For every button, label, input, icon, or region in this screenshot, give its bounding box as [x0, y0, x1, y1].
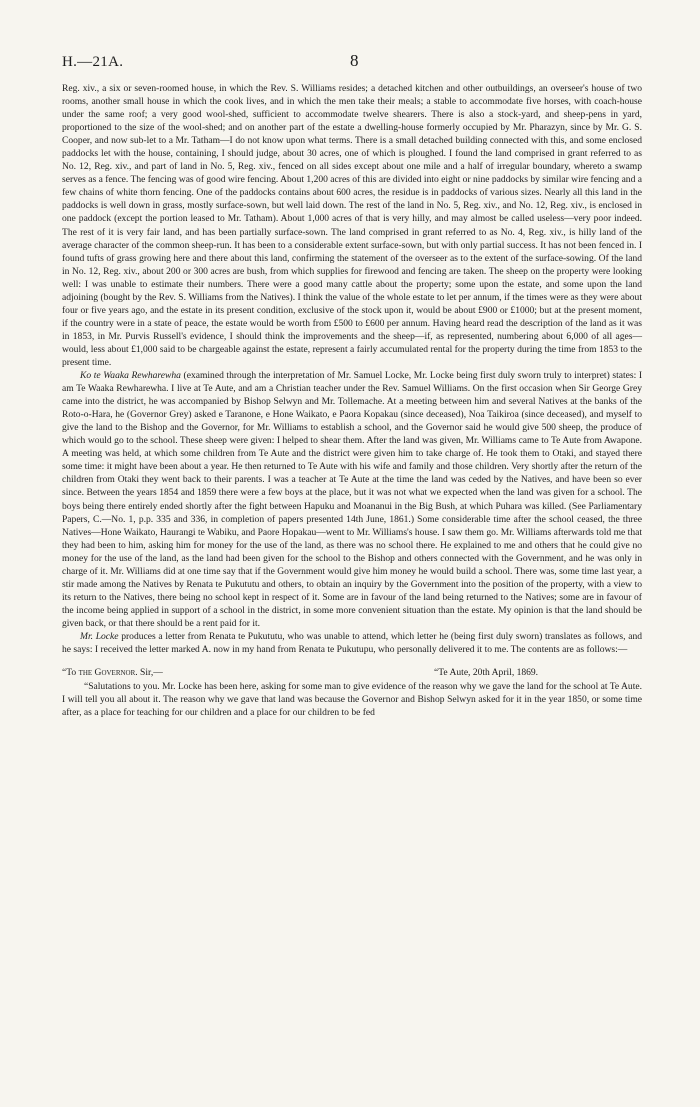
translator-statement: produces a letter from Renata te Pukututu, who was unable to attend, which letter he (being first duly sworn) translates as follows, and he says: I received the letter marked A. now in my hand from Renata te Pukutupu, who personally delivered it to me. The contents are as follows:— [62, 630, 642, 656]
letter-place-date: “Te Aute, 20th April, 1869. [434, 667, 539, 679]
evidence-paragraph-translator [62, 630, 642, 656]
letter-recipient: the Governor. [78, 667, 138, 679]
translator-name: Mr. Locke [80, 630, 119, 642]
document-reference: H.—21A. [62, 54, 124, 70]
letter-body: “Salutations to you. Mr. Locke has been here, asking for some man to give evidence of the reason why we gave the land for the school at Te Aute. I will tell you all about it. The reason why we gave that land was because the Governor and Bishop Selwyn asked for it in the year 1850, or some time after, as a place for teaching for our children and a place for our children to be fed [62, 681, 642, 719]
evidence-paragraph-witness [62, 369, 642, 630]
page-header [62, 48, 642, 74]
witness-testimony: (examined through the interpretation of Mr. Samuel Locke, Mr. Locke being first duly sworn truly to interpret) states: I am Te Waaka Rewharewha. I live at Te Aute, and am a Christian teacher under the Rev. Samuel Williams. On the first occasion when Sir George Grey came into the district, he was accompanied by Bishop Selwyn and Mr. Tollemache. At a meeting between him and several Natives at the banks of the Roto-o-Hara, he (Governor Grey) asked e Taranone, e Hone Waikato, e Paora Kopakau (since deceased), Noa Taikiroa (since deceased), and myself to give the land to the Bishop and the Governor, for Mr. Williams to establish a school, and the Governor said he would give 500 sheep, the produce of which would go to the school. These sheep were given: I helped to shear them. After the land was given, Mr. Williams came to Te Aute from Awapone. A meeting was held, at which some children from Te Aute and the district were given him to take charge of. He took them to Otaki, and stayed there some time: it might have been about a year. He then returned to Te Aute with his wife and family and those children. Very shortly after the return of the children from Otaki they went back to their parents. I was a teacher at Te Aute at the time the land was ceded by the Natives, and have been so ever since. Between the years 1854 and 1859 there were a few boys at the place, but it was not what we expected when the land was given for a school. The boys being there entirely ended shortly after the fight between Hapuku and Moananui in the Big Bush, at which Puhara was killed. (See Parliamentary Papers, C.—No. 1, p.p. 335 and 336, in completion of papers presented 14th June, 1861.) Some considerable time after the school ceased, the three Natives—Hone Waikato, Haurangi te Wabiku, and Paore Hopakau—went to Mr. Williams's house. I saw them go. Mr. Williams afterwards told me that they had been to him, asking him for money for the use of the land, as there was no school there. He explained to me and others that he could give no money for the use of the land, as the land had been given for the school to the Bishop and others connected with the Government, and he was only in charge of it. Mr. Williams did at one time say that if the Government would give him money he would build a school. There was, some time last year, a stir made among the Natives by Renata te Pukututu and others, to obtain an inquiry by the Government into the position of the property, with a view to its return to the Natives, there being no school kept in respect of it. Some are in favour of the land being returned to the Natives; some are in favour of the income being applied in support of a school in the district, in some more convenient situation than the estate. My opinion is that the land should be given back, or that there should be a rent paid for it. [62, 370, 642, 629]
document-body [62, 82, 642, 656]
letter-salutation: “To the Governor. Sir,— [62, 667, 163, 679]
evidence-paragraph: Reg. xiv., a six or seven-roomed house, in which the Rev. S. Williams resides; a detached kitchen and other outbuildings, an overseer's house of two rooms, another small house in which the cook lives, and in which the men take their meals; a stable to accommodate five horses, with coach-house under the same roof; a very good wool-shed, sufficient to accommodate twelve shearers. There is also a stock-yard, and sheep-pens in yard, proportioned to the size of the wool-shed; and on another part of the estate a dwelling-house formerly occupied by Mr. Pharazyn, since by Mr. G. S. Cooper, and now sub-let to a Mr. Tatham—I do not know upon what terms. There is a small detached building connected with this, and some enclosed paddocks let with the house, containing, I should judge, about 30 acres, one of which is ploughed. I found the land comprised in grant referred to as No. 12, Reg. xiv., and part of land in No. 5, Reg. xiv., fenced on all sides except about one mile and a half of irregular boundary, whereto a swamp serves as a fence. The fencing was of good wire fencing. About 1,200 acres of this are divided into eight or nine paddocks by similar wire fencing and a few chains of white thorn fencing. One of the paddocks contains about 600 acres, the residue is in paddocks of various sizes. Nearly all this land in the paddocks is well down in grass, mostly surface-sown, but well laid down. The rest of the land in No. 5, Reg. xiv., and No. 12, Reg. xiv., is enclosed in one paddock (except the portion leased to Mr. Tatham). About 1,000 acres of that is very hilly, and may almost be called useless—very poor indeed. The rest of it is very fair land, and has been partially surface-sown. The land comprised in grant referred to as No. 4, Reg. xiv., is hilly land of the average character of the common sheep-run. It has been to a considerable extent surface-sown, but with only partial success. It has not been fenced in. I found tufts of grass growing here and there about this land, confirming the statement of the overseer as to the extent of the surface-sowing. Of the land in No. 12, Reg. xiv., about 200 or 300 acres are bush, from which supplies for firewood and fencing are taken. The sheep on the property were looking well: I was unable to estimate their numbers. There were a good many cattle about the property; some upon the estate, and some upon the land adjoining (bought by the Rev. S. Williams from the Natives). I think the value of the whole estate to let per annum, if the times were as they were about four or five years ago, and the estate in its present condition, exclusive of the stock upon it, would be about £900 or £1000; but at the present moment, if the country were in a state of peace, the estate would be worth from £500 to £600 per annum. Having heard read the description of the land as it was in 1853, in Mr. Purvis Russell's evidence, I should think the improvements and the sheep—if, as represented, numbering about 6,000 of all ages—would, less about £1,000 said to be chargeable against the estate, represent a fairly accumulated rental for the property during the time from 1853 to the present time. [62, 83, 642, 368]
letter-heading [62, 666, 642, 680]
page-number: 8 [350, 51, 359, 70]
witness-name: Ko te Waaka Rewharewha [80, 370, 181, 382]
